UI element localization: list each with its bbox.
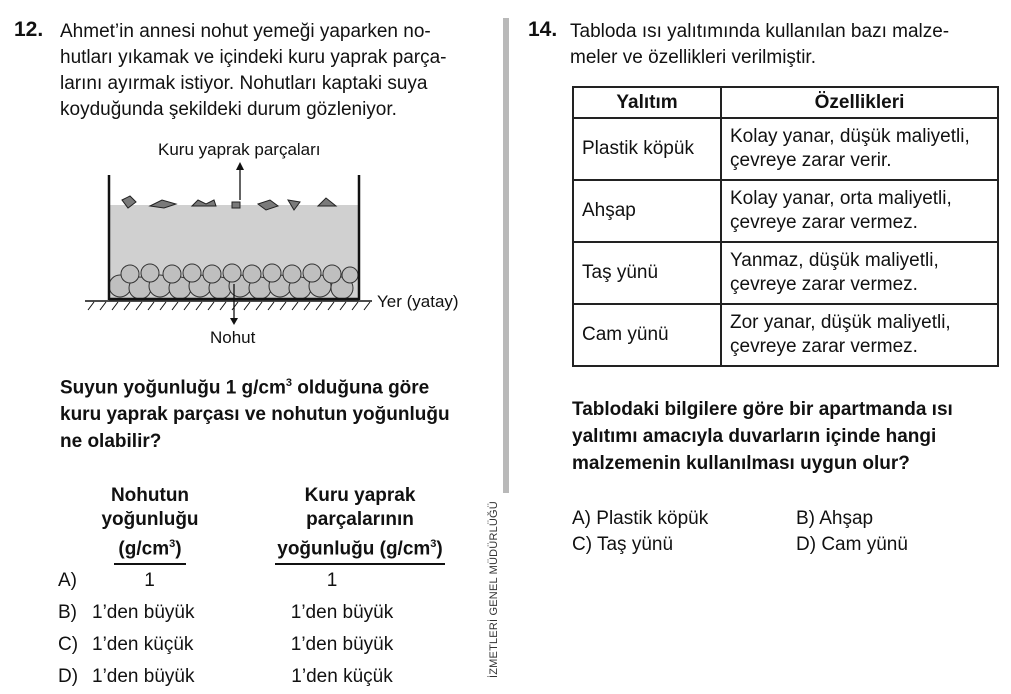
table-row [573, 180, 998, 242]
column-divider [503, 18, 509, 493]
stem-line: hutları yıkamak ve içindeki kuru yaprak parça- [60, 47, 447, 68]
material-properties: Zor yanar, düşük maliyetli, çevreye zarar vermez. [721, 304, 998, 366]
stem-line: koyduğunda şekildeki durum gözleniyor. [60, 99, 397, 120]
prompt-line: malzemenin kullanılması uygun olur? [572, 453, 910, 474]
question-14-number: 14. [528, 18, 558, 41]
question-14-options [572, 506, 908, 558]
stem-line: larını ayırmak istiyor. Nohutları kaptaki suya [60, 73, 428, 94]
prompt-line: Tablodaki bilgilere göre bir apartmanda ısı [572, 399, 953, 420]
question-12-stem [60, 19, 500, 123]
material-name: Taş yünü [573, 242, 721, 304]
question-12-number: 12. [14, 18, 44, 41]
option-b[interactable]: B) Ahşap [796, 508, 874, 529]
option-a[interactable]: A) Plastik köpük [572, 508, 709, 529]
option-a[interactable]: A) 1 1 [58, 570, 338, 591]
stem-line: Tabloda ısı yalıtımında kullanılan bazı malze- [570, 21, 950, 42]
vertical-footer-label: İZMETLERİ GENEL MÜDÜRLÜĞÜ [488, 501, 500, 678]
table-row [573, 118, 998, 180]
stem-line: Ahmet’in annesi nohut yemeği yaparken no- [60, 21, 431, 42]
question-12-options [58, 565, 478, 693]
header-insulation: Yalıtım [573, 87, 721, 118]
option-c[interactable]: C) 1’den küçük 1’den büyük [58, 634, 394, 655]
option-d[interactable]: D) 1’den büyük 1’den küçük [58, 666, 393, 687]
table-header-row [573, 87, 998, 118]
question-14-prompt [572, 396, 1002, 477]
prompt-line: Suyun yoğunluğu 1 $g/cm^3$ olduğuna göre [60, 377, 430, 399]
option-d[interactable]: D) Cam yünü [796, 534, 908, 555]
insulation-table [572, 86, 999, 367]
prompt-line: yalıtımı amacıyla duvarların içinde hangi [572, 426, 937, 447]
chickpea-label: Nohut [210, 328, 256, 347]
container-figure [80, 160, 380, 325]
question-14-stem [570, 19, 1000, 71]
material-properties: Kolay yanar, orta maliyetli, çevreye zarar vermez. [721, 180, 998, 242]
material-properties: Kolay yanar, düşük maliyetli, çevreye zarar verir. [721, 118, 998, 180]
material-name: Ahşap [573, 180, 721, 242]
material-properties: Yanmaz, düşük maliyetli, çevreye zarar vermez. [721, 242, 998, 304]
stem-line: meler ve özellikleri verilmiştir. [570, 47, 816, 68]
option-c[interactable]: C) Taş yünü [572, 534, 674, 555]
material-name: Cam yünü [573, 304, 721, 366]
header-properties: Özellikleri [721, 87, 998, 118]
ground-label: Yer (yatay) [377, 292, 459, 311]
prompt-line: ne olabilir? [60, 431, 162, 453]
question-12-prompt [60, 370, 500, 455]
option-b[interactable]: B) 1’den büyük 1’den büyük [58, 602, 394, 623]
material-name: Plastik köpük [573, 118, 721, 180]
prompt-line: kuru yaprak parçası ve nohutun yoğunluğu [60, 404, 450, 426]
table-row [573, 304, 998, 366]
superscript: 3 [285, 377, 293, 389]
table-row [573, 242, 998, 304]
col-leaves-header: Kuru yaprak parçalarının yoğunluğu $(g/cm^3)$ [258, 484, 462, 565]
col-chickpea-header: Nohutun yoğunluğu $(g/cm^3)$ [80, 484, 220, 565]
leaves-label: Kuru yaprak parçaları [158, 140, 321, 159]
